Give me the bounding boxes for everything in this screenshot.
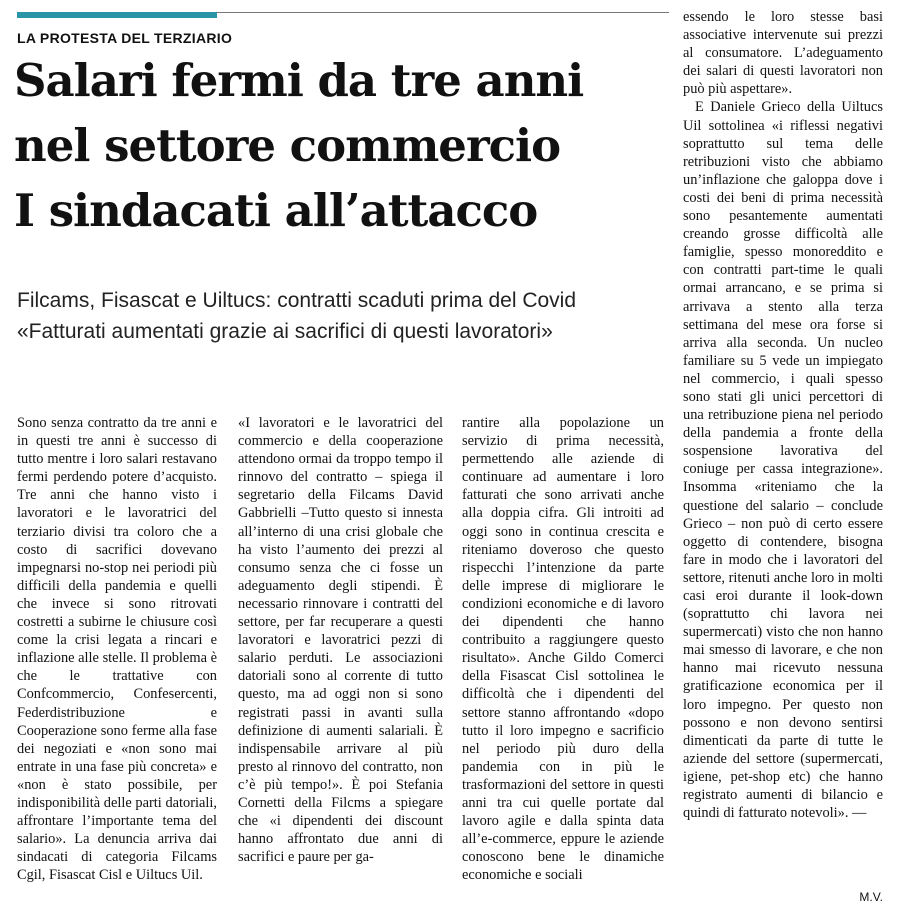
body-column-2	[238, 414, 443, 866]
subhead-line-1: Filcams, Fisascat e Uiltucs: contratti scaduti prima del Covid	[17, 289, 577, 312]
column-3-text: rantire alla popolazione un servizio di prima necessità, permettendo alle aziende di continuare ad aumentare i loro fatturati che sono arrivati anche alla doppia cifra. Gli introiti ad oggi sono in continua crescita e riteniamo doveroso che questo rispecchi l’intenzione da parte delle imprese di migliorare le condizioni economiche e di lavoro dei dipendenti che hanno contribuito a raggiungere questo risultato». Anche Gildo Comerci della Fisascat Cisl sottolinea le difficoltà che i dipendenti del settore stanno affrontando «dopo tutto il loro impegno e sacrificio nel periodo più duro della pandemia con in più le trasformazioni del settore in questi anni tra cui quelle portate dal lavoro agile e dalla spinta data all’e-commerce, eppure le aziende conoscono bene le dinamiche economiche e sociali	[462, 415, 664, 884]
accent-bar	[17, 12, 217, 18]
kicker: LA PROTESTA DEL TERZIARIO	[17, 30, 233, 46]
subhead-line-2: «Fatturati aumentati grazie ai sacrifici di questi lavoratori»	[17, 320, 553, 343]
body-column-3	[462, 414, 664, 884]
body-column-4	[683, 8, 883, 822]
headline-line-1: Salari fermi da tre anni	[14, 54, 584, 107]
column-4-paragraph-2: E Daniele Grieco della Uiltucs Uil sottolinea «i riflessi negativi soprattutto sul tema delle retribuzioni visto che abbiamo un’inflazione che galoppa dove i costi dei beni di prima necessità sono pesantemente aumentati creando grosse difficoltà alle famiglie, spesso monoreddito e con contratti part-time le quali ormai arrancano, e se prima si arrivava a stento alla terza settimana del mese ora forse si arriva alla seconda. Un nucleo familiare su 5 vede un impiegato nel commercio, i quali spesso sono stati gli unici percettori di una retribuzione piena nel periodo della pandemia a fronte della sospensione lavorativa del coniuge per cassa integrazione». Insomma «riteniamo che la questione del salario – conclude Grieco – non può di certo essere oggetto di contendere, bisogna fare in modo che i lavoratori del settore, ritenuti anche loro in molti casi eroi durante il look-down (soprattutto chi lavora nei supermercati) visto che non hanno mai smesso di lavorare, e che non hanno mai ricevuto nessuna gratificazione economica per il loro impegno. Per questo non possono e non devono sentirsi dimenticati da parte di tutte le aziende del settore (supermercati, igiene, pet-shop etc) che hanno registrato aumenti di bilancio e quindi di fatturato notevoli». —	[683, 99, 883, 822]
author-signature: M.V.	[859, 890, 883, 904]
body-column-1	[17, 414, 217, 884]
subhead	[17, 285, 672, 347]
headline	[14, 48, 674, 243]
headline-line-2: nel settore commercio	[14, 119, 561, 172]
headline-line-3: I sindacati all’attacco	[14, 184, 538, 237]
column-1-text: Sono senza contratto da tre anni e in questi tre anni è successo di tutto mentre i loro salari restavano fermi perdendo potere d’acquisto. Tre anni che hanno visto i lavoratori e le lavoratrici del terziario divisi tra coloro che a costo di sacrifici dovevano impegnarsi no-stop nei periodi più difficili della pandemia e quelli che invece si sono ritrovati costretti a subirne le chiusure così come la crisi legata a rincari e inflazione alle stelle. Il problema è che le trattative con Confcommercio, Confesercenti, Federdistribuzione e Cooperazione sono ferme alla fase dei negoziati e «non sono mai entrate in una fase più concreta» e «non è stato possibile, per indisponibilità delle parti datoriali, affrontare l’importante tema del salario». La denuncia arriva dai sindacati di categoria Filcams Cgil, Fisascat Cisl e Uiltucs Uil.	[17, 415, 217, 884]
column-4-paragraph-1: essendo le loro stesse basi associative intervenute sui prezzi al consumatore. L’adeguamento dei salari di questi lavoratori non può più aspettare».	[683, 9, 883, 98]
column-2-text: «I lavoratori e le lavoratrici del commercio e della cooperazione attendono ormai da troppo tempo il rinnovo del contratto – spiega il segretario della Filcams David Gabbrielli –Tutto questo si innesta all’interno di una crisi globale che ha visto l’aumento dei prezzi al consumo senza che ci fosse un adeguamento degli stipendi. È necessario rinnovare i contratti del settore, per far recuperare a questi lavoratori e lavoratrici pezzi di salario perduti. Le associazioni datoriali sono al corrente di tutto questo, ma ad oggi non si sono registrati passi in avanti sulla definizione di aumenti salariali. È indispensabile arrivare al più presto al rinnovo del contratto, non c’è più tempo!». È poi Stefania Cornetti della Filcms a spiegare che «i dipendenti dei discount hanno affrontato due anni di sacrifici e paure per ga-	[238, 415, 443, 866]
